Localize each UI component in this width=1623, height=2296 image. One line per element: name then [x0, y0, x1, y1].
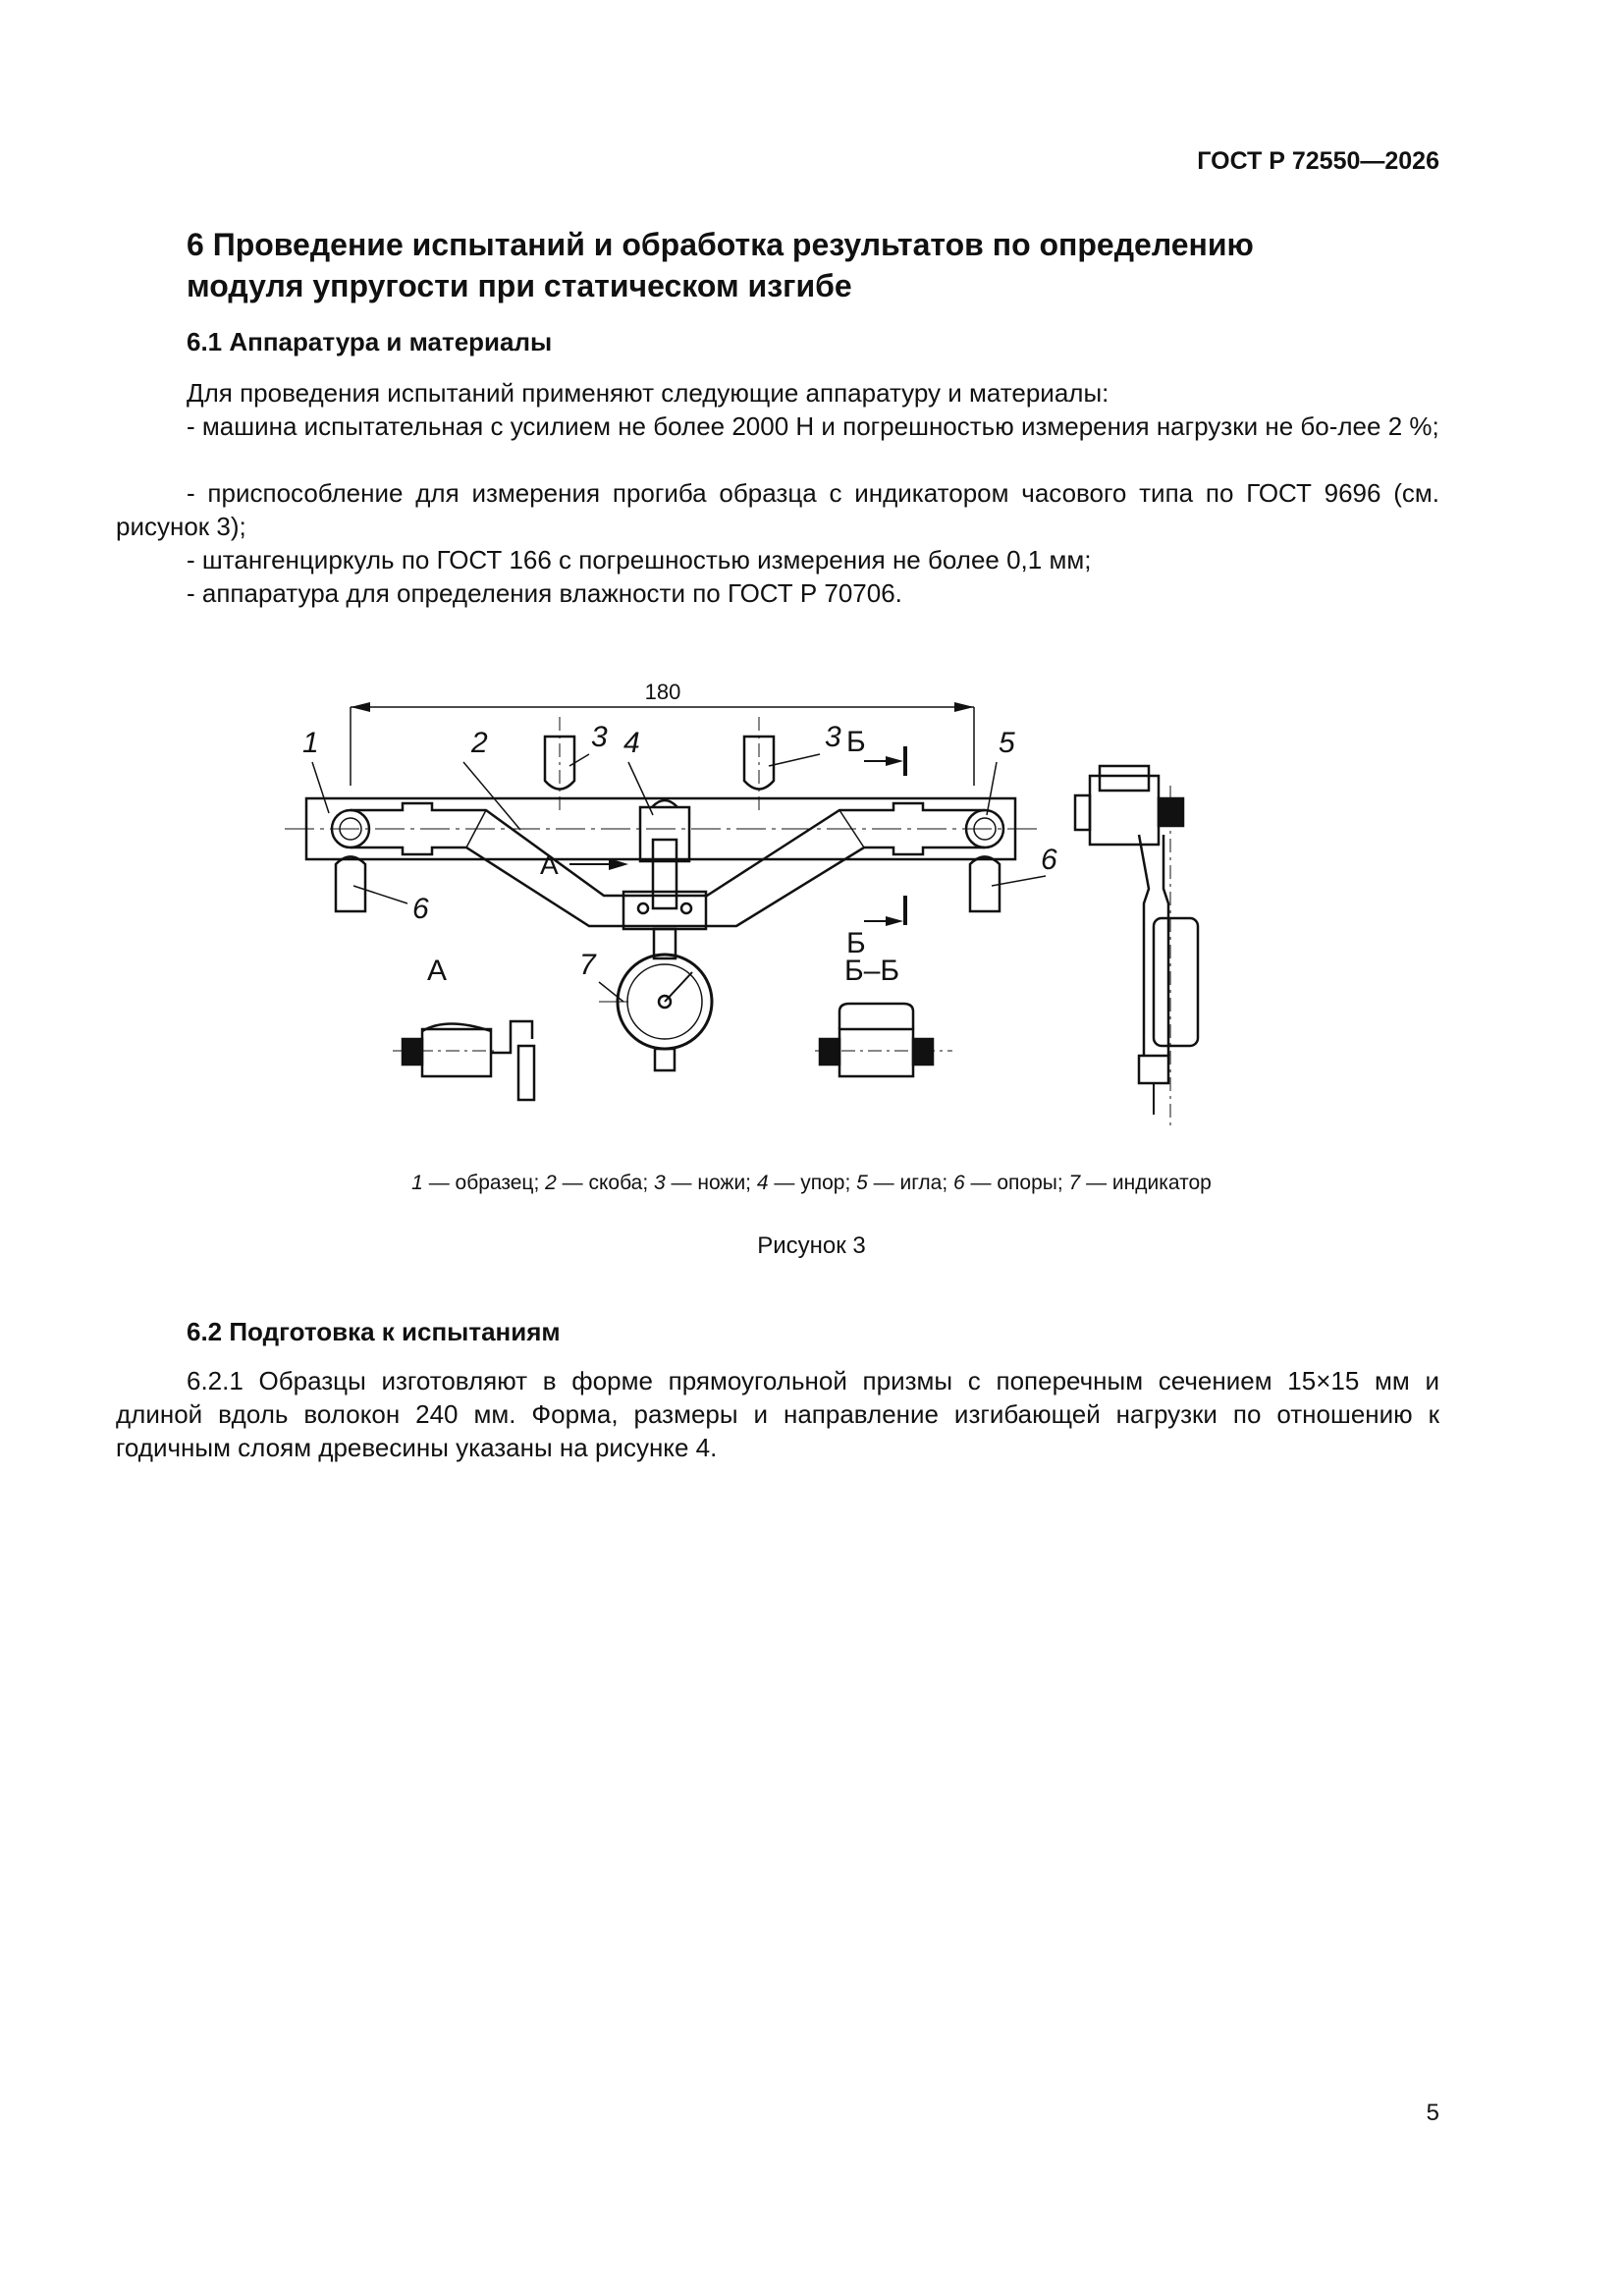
- dimension-arrow-left: [351, 702, 370, 712]
- legend-num-3: 3: [654, 1172, 666, 1194]
- callout-7: 7: [579, 949, 596, 981]
- side-view-arm: [1139, 835, 1149, 1056]
- paragraph-6-2-1-line2: длиной вдоль волокон 240 мм. Форма, размеры и направление изгибающей нагрузки по отношению к: [116, 1399, 1439, 1429]
- callout-1: 1: [302, 727, 319, 759]
- legend-num-1: 1: [411, 1172, 423, 1194]
- view-a-label: А: [427, 955, 448, 987]
- intro-paragraph: Для проведения испытаний применяют следующие аппаратуру и материалы:: [187, 378, 1109, 408]
- callout-2: 2: [471, 727, 488, 759]
- legend-text-4: — упор;: [768, 1172, 857, 1194]
- section-b-bottom-label: Б: [846, 927, 866, 959]
- legend-text-1: — образец;: [422, 1172, 546, 1194]
- paragraph-6-2-1: [116, 1364, 1439, 1464]
- callout-6b: 6: [1041, 844, 1057, 876]
- legend-text-7: — индикатор: [1080, 1172, 1212, 1194]
- paragraph-6-2-1-line1: 6.2.1 Образцы изготовляют в форме прямоугольной призмы с поперечным сечением 15×15 мм и: [187, 1366, 1439, 1395]
- stop-rod: [653, 840, 676, 908]
- paragraph-6-2-1-line3: годичным слоям древесины указаны на рисунке 4.: [116, 1433, 718, 1462]
- section-6-title-line2: модуля упругости при статическом изгибе: [187, 268, 852, 303]
- dimension-arrow-right: [954, 702, 974, 712]
- page-number: 5: [1426, 2100, 1439, 2126]
- section-bb-label: Б–Б: [844, 955, 900, 987]
- legend-num-5: 5: [856, 1172, 868, 1194]
- list-item-machine: - машина испытательная с усилием не более 2000 Н и погрешностью измерения нагрузки не бо-лее 2 %;: [187, 411, 1439, 441]
- legend-num-4: 4: [756, 1172, 769, 1194]
- indicator-mount: [623, 892, 706, 929]
- support-left: [336, 857, 365, 912]
- legend-num-2: 2: [545, 1172, 557, 1194]
- list-item-fixture: - приспособление для измерения прогиба образца с индикатором часового типа по ГОСТ 9696 (см. рисунок 3);: [116, 478, 1439, 541]
- list-item-moisture: - аппаратура для определения влажности по ГОСТ Р 70706.: [187, 578, 902, 608]
- legend-num-6: 6: [953, 1172, 965, 1194]
- section-6-title-line1: 6 Проведение испытаний и обработка результатов по определению: [187, 227, 1254, 262]
- legend-text-2: — скоба;: [556, 1172, 654, 1194]
- figure-3-drawing: [275, 668, 1286, 1159]
- support-right: [970, 857, 1000, 912]
- dimension-180: 180: [644, 680, 681, 704]
- view-a-body: [422, 1029, 491, 1076]
- subsection-6-2-title: 6.2 Подготовка к испытаниям: [187, 1317, 561, 1346]
- document-header: ГОСТ Р 72550—2026: [1197, 147, 1439, 175]
- view-a-arrow-label: А: [540, 849, 559, 880]
- figure-3-caption: Рисунок 3: [757, 1232, 866, 1259]
- callout-4: 4: [623, 727, 640, 759]
- legend-text-6: — опоры;: [964, 1172, 1069, 1194]
- section-b-top-label: Б: [846, 726, 866, 758]
- callout-3b: 3: [825, 721, 841, 753]
- section-6-title: [187, 224, 1365, 306]
- callout-3a: 3: [591, 721, 608, 753]
- callout-5: 5: [999, 727, 1015, 759]
- figure-3-legend: [0, 1172, 1623, 1195]
- callout-6a: 6: [412, 893, 429, 925]
- view-a-pin: [518, 1046, 534, 1100]
- list-item-caliper: - штангенциркуль по ГОСТ 166 с погрешностью измерения не более 0,1 мм;: [187, 545, 1092, 574]
- stop: [640, 807, 689, 861]
- legend-text-5: — игла;: [867, 1172, 954, 1194]
- subsection-6-1-title: 6.1 Аппаратура и материалы: [187, 327, 553, 356]
- bracket-top-outline: [351, 803, 985, 896]
- legend-text-3: — ножи;: [665, 1172, 757, 1194]
- side-view-indicator: [1154, 918, 1198, 1046]
- section-bb-frame: [839, 1004, 913, 1029]
- legend-num-7: 7: [1068, 1172, 1081, 1194]
